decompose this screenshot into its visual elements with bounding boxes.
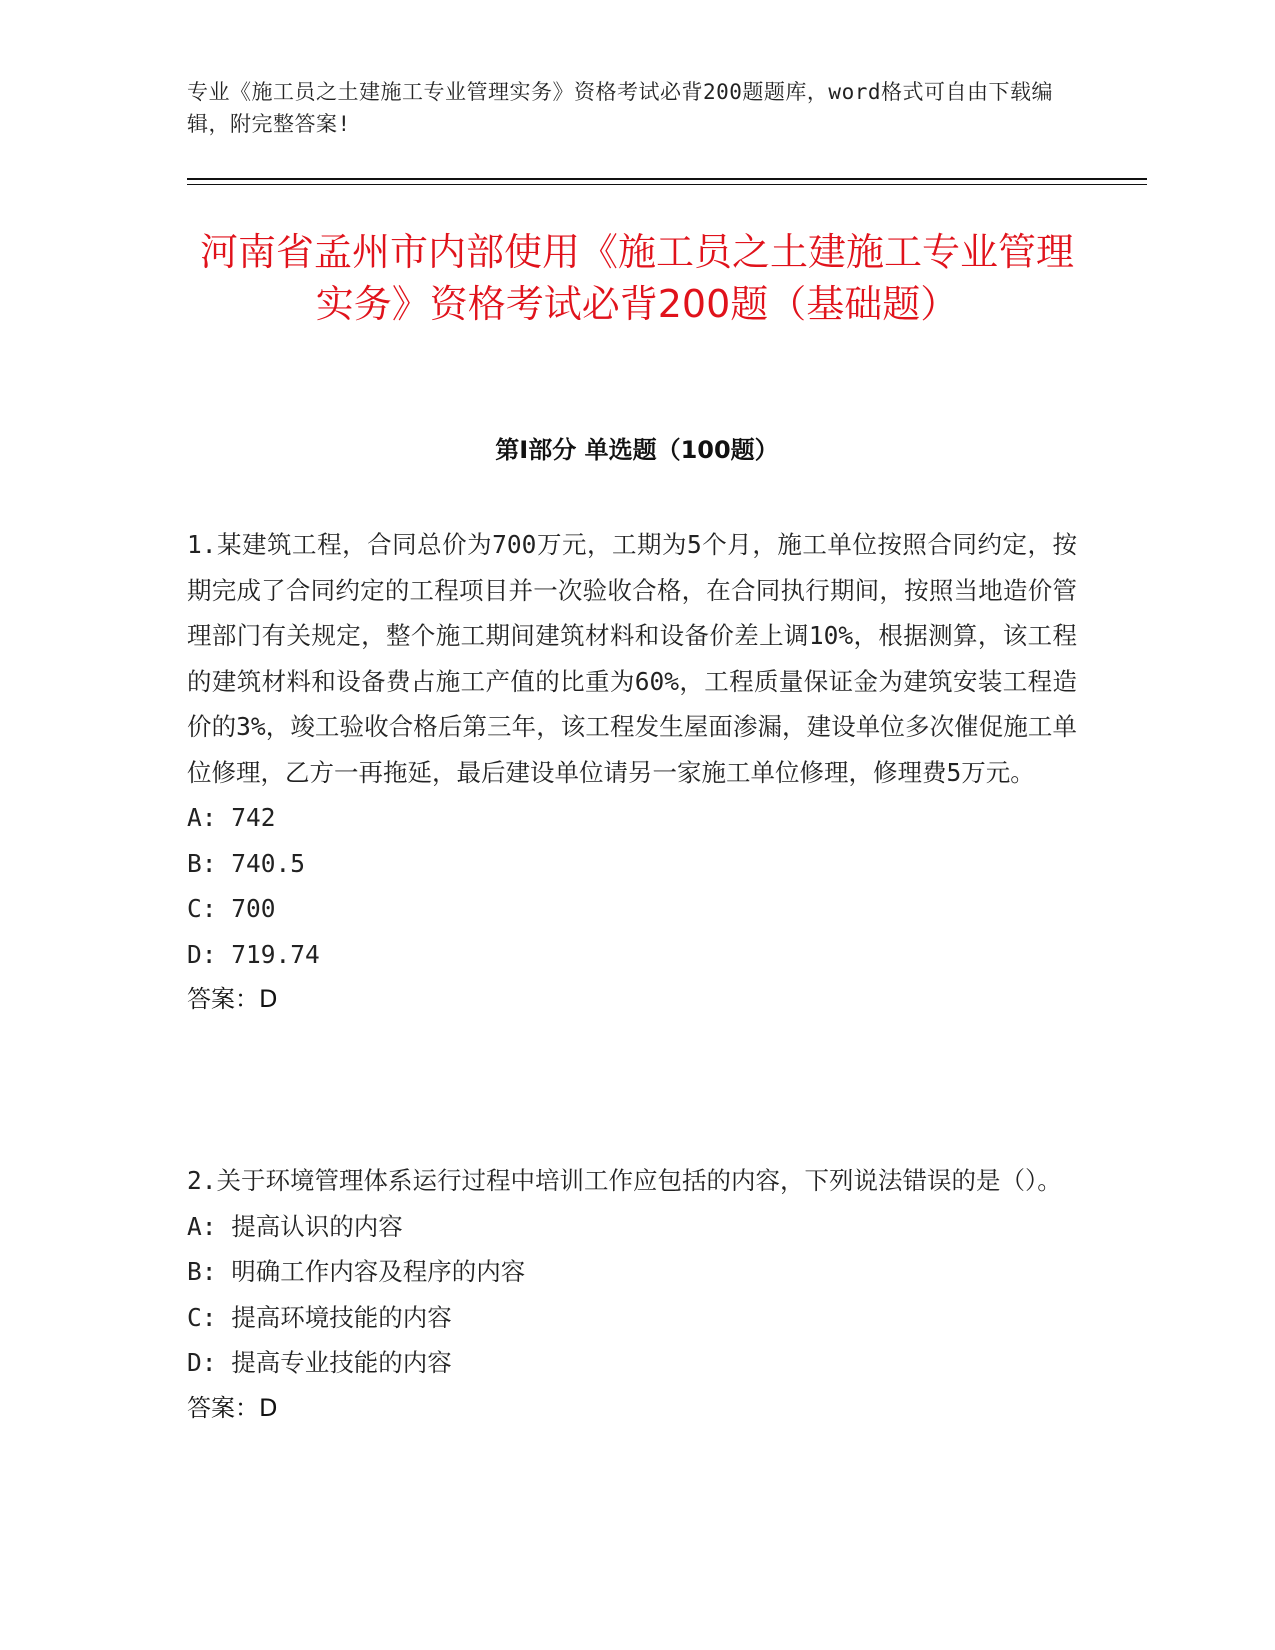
question-stem: 1.某建筑工程，合同总价为700万元，工期为5个月，施工单位按照合同约定，按期完成了合同约定的工程项目并一次验收合格，在合同执行期间，按照当地造价管理部门有关规定，整个施工期间建筑材料和设备价差上调10%，根据测算，该工程的建筑材料和设备费占施工产值的比重为60%，工程质量保证金为建筑安装工程造价的3%，竣工验收合格后第三年，该工程发生屋面渗漏，建设单位多次催促施工单位修理，乙方一再拖延，最后建设单位请另一家施工单位修理，修理费5万元。 — [187, 530, 1077, 787]
option-d: D: 719.74 — [187, 939, 320, 969]
document-title: 河南省孟州市内部使用《施工员之土建施工专业管理实务》资格考试必背200题（基础题） — [199, 230, 1074, 326]
question-2 — [187, 1158, 1077, 1431]
answer-label: 答案：D — [187, 985, 278, 1013]
answer-label: 答案：D — [187, 1393, 278, 1422]
option-b: B: 明确工作内容及程序的内容 — [187, 1257, 526, 1286]
option-b: B: 740.5 — [187, 848, 306, 878]
header-divider-thick — [187, 178, 1147, 180]
question-1 — [187, 522, 1077, 1023]
question-stem: 2.关于环境管理体系运行过程中培训工作应包括的内容，下列说法错误的是（）。 — [187, 1166, 1062, 1195]
option-c: C: 提高环境技能的内容 — [187, 1302, 452, 1332]
option-a: A: 742 — [187, 803, 276, 832]
header-note: 专业《施工员之土建施工专业管理实务》资格考试必背200题题库，word格式可自由下载编辑，附完整答案! — [187, 80, 1053, 136]
header-divider-thin — [187, 184, 1147, 185]
option-c: C: 700 — [187, 894, 276, 923]
option-d: D: 提高专业技能的内容 — [187, 1348, 452, 1377]
option-a: A: 提高认识的内容 — [187, 1211, 403, 1241]
section-title: 第Ⅰ部分 单选题（100题） — [495, 436, 779, 464]
